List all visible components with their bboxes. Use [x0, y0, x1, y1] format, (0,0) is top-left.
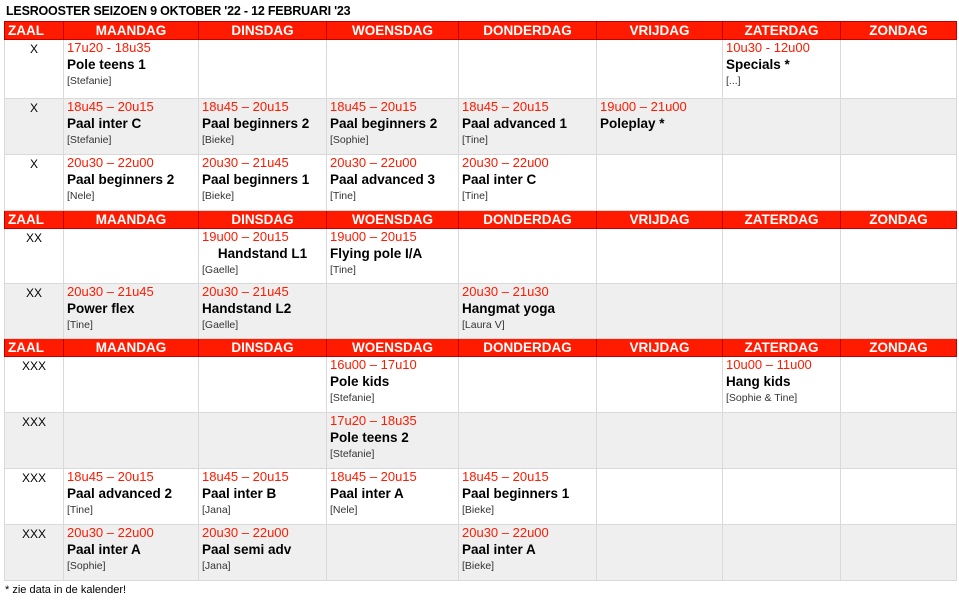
lesson-cell [327, 229, 459, 284]
lesson-name: Paal beginners 1 [462, 486, 570, 501]
room-label: XX [5, 229, 64, 284]
day-header-row [5, 22, 957, 40]
empty-cell [723, 99, 841, 155]
zaal-header: ZAAL [5, 211, 64, 229]
empty-cell [841, 284, 957, 339]
lesson-instructor: [Stefanie] [67, 75, 112, 87]
lesson-cell [64, 40, 199, 99]
empty-cell [459, 40, 597, 99]
room-label: XX [5, 284, 64, 339]
lesson-instructor: [Nele] [330, 504, 358, 516]
lesson-instructor: [Tine] [462, 190, 488, 202]
empty-cell [64, 229, 199, 284]
lesson-name: Hangmat yoga [462, 301, 556, 316]
day-header-donderdag: DONDERDAG [459, 22, 597, 40]
empty-cell [597, 284, 723, 339]
day-header-zondag: ZONDAG [841, 22, 957, 40]
lesson-time: 17u20 – 18u35 [330, 413, 417, 428]
lesson-cell [459, 155, 597, 211]
empty-cell [723, 413, 841, 469]
schedule-row [5, 40, 957, 99]
lesson-cell [327, 413, 459, 469]
empty-cell [597, 155, 723, 211]
schedule-row [5, 413, 957, 469]
lesson-cell [459, 525, 597, 581]
empty-cell [597, 525, 723, 581]
lesson-name: Handstand L2 [202, 301, 292, 316]
lesson-instructor: [Tine] [330, 264, 356, 276]
empty-cell [841, 229, 957, 284]
lesson-time: 18u45 – 20u15 [202, 99, 289, 114]
lesson-instructor: [Gaelle] [202, 319, 239, 331]
day-header-woensdag: WOENSDAG [327, 211, 459, 229]
lesson-cell [199, 229, 327, 284]
lesson-cell [64, 155, 199, 211]
day-header-donderdag: DONDERDAG [459, 211, 597, 229]
empty-cell [723, 525, 841, 581]
empty-cell [199, 413, 327, 469]
day-header-zaterdag: ZATERDAG [723, 339, 841, 357]
lesson-time: 20u30 – 21u30 [462, 284, 549, 299]
lesson-cell [459, 99, 597, 155]
lesson-instructor: [Tine] [67, 504, 93, 516]
footnote: * zie data in de kalender! [5, 584, 127, 596]
room-label: X [5, 40, 64, 99]
lesson-instructor: [Stefanie] [330, 448, 375, 460]
zaal-header: ZAAL [5, 22, 64, 40]
lesson-name: Paal beginners 2 [67, 172, 175, 187]
day-header-woensdag: WOENSDAG [327, 22, 459, 40]
lesson-instructor: [Jana] [202, 560, 231, 572]
lesson-instructor: [Nele] [67, 190, 95, 202]
lesson-instructor: [Tine] [462, 134, 488, 146]
schedule-row [5, 155, 957, 211]
lesson-instructor: [Gaelle] [202, 264, 239, 276]
schedule-table [4, 21, 957, 581]
lesson-time: 19u00 – 21u00 [600, 99, 687, 114]
lesson-name: Paal inter A [462, 542, 536, 557]
room-label: X [5, 99, 64, 155]
lesson-time: 18u45 – 20u15 [67, 99, 154, 114]
day-header-dinsdag: DINSDAG [199, 211, 327, 229]
lesson-cell [723, 357, 841, 413]
lesson-name: Paal inter C [67, 116, 142, 131]
lesson-instructor: [Stefanie] [330, 392, 375, 404]
empty-cell [327, 40, 459, 99]
empty-cell [841, 40, 957, 99]
day-header-zaterdag: ZATERDAG [723, 211, 841, 229]
empty-cell [723, 155, 841, 211]
lesson-time: 20u30 – 22u00 [462, 525, 549, 540]
schedule-row [5, 469, 957, 525]
lesson-name: Flying pole I/A [330, 246, 423, 261]
lesson-instructor: [Bieke] [462, 560, 495, 572]
lesson-cell [64, 284, 199, 339]
lesson-instructor: [Tine] [67, 319, 93, 331]
schedule-row [5, 229, 957, 284]
schedule-row [5, 525, 957, 581]
lesson-instructor: [Sophie] [67, 560, 106, 572]
lesson-name: Paal inter C [462, 172, 537, 187]
day-header-zaterdag: ZATERDAG [723, 22, 841, 40]
lesson-instructor: [...] [726, 75, 741, 87]
lesson-time: 18u45 – 20u15 [67, 469, 154, 484]
day-header-dinsdag: DINSDAG [199, 22, 327, 40]
empty-cell [841, 99, 957, 155]
empty-cell [723, 229, 841, 284]
lesson-instructor: [Sophie & Tine] [726, 392, 798, 404]
lesson-time: 20u30 – 21u45 [202, 284, 289, 299]
lesson-cell [327, 155, 459, 211]
lesson-instructor: [Laura V] [462, 319, 505, 331]
day-header-zondag: ZONDAG [841, 339, 957, 357]
schedule-row [5, 284, 957, 339]
lesson-time: 18u45 – 20u15 [462, 469, 549, 484]
empty-cell [841, 413, 957, 469]
lesson-cell [327, 469, 459, 525]
day-header-donderdag: DONDERDAG [459, 339, 597, 357]
lesson-cell [199, 155, 327, 211]
empty-cell [841, 525, 957, 581]
empty-cell [459, 357, 597, 413]
lesson-cell [327, 99, 459, 155]
lesson-cell [64, 469, 199, 525]
empty-cell [841, 155, 957, 211]
room-label: X [5, 155, 64, 211]
lesson-instructor: [Bieke] [202, 190, 235, 202]
room-label: XXX [5, 413, 64, 469]
day-header-vrijdag: VRIJDAG [597, 339, 723, 357]
lesson-cell [64, 525, 199, 581]
lesson-time: 17u20 - 18u35 [67, 40, 151, 55]
empty-cell [597, 413, 723, 469]
lesson-time: 18u45 – 20u15 [462, 99, 549, 114]
lesson-name: Paal inter A [67, 542, 141, 557]
empty-cell [841, 357, 957, 413]
empty-cell [327, 284, 459, 339]
lesson-cell [327, 357, 459, 413]
lesson-name: Power flex [67, 301, 135, 316]
lesson-name: Poleplay * [600, 116, 665, 131]
empty-cell [64, 413, 199, 469]
lesson-name: Paal inter A [330, 486, 404, 501]
empty-cell [327, 525, 459, 581]
lesson-time: 20u30 – 22u00 [202, 525, 289, 540]
lesson-name: Paal beginners 2 [330, 116, 438, 131]
lesson-time: 20u30 – 22u00 [462, 155, 549, 170]
day-header-vrijdag: VRIJDAG [597, 22, 723, 40]
empty-cell [723, 284, 841, 339]
lesson-instructor: [Jana] [202, 504, 231, 516]
empty-cell [64, 357, 199, 413]
day-header-maandag: MAANDAG [64, 339, 199, 357]
day-header-zondag: ZONDAG [841, 211, 957, 229]
lesson-cell [64, 99, 199, 155]
lesson-cell [199, 284, 327, 339]
lesson-name: Paal semi adv [202, 542, 292, 557]
lesson-name: Specials * [726, 57, 790, 72]
empty-cell [597, 40, 723, 99]
lesson-name: Paal beginners 2 [202, 116, 310, 131]
lesson-time: 20u30 – 22u00 [330, 155, 417, 170]
lesson-instructor: [Bieke] [462, 504, 495, 516]
lesson-time: 20u30 – 21u45 [67, 284, 154, 299]
schedule-row [5, 99, 957, 155]
lesson-name: Paal advanced 1 [462, 116, 568, 131]
lesson-name: Paal beginners 1 [202, 172, 310, 187]
lesson-cell [459, 469, 597, 525]
empty-cell [199, 357, 327, 413]
lesson-name: Pole teens 2 [330, 430, 409, 445]
lesson-time: 10u30 - 12u00 [726, 40, 810, 55]
empty-cell [597, 229, 723, 284]
lesson-time: 18u45 – 20u15 [202, 469, 289, 484]
empty-cell [841, 469, 957, 525]
empty-cell [723, 469, 841, 525]
day-header-vrijdag: VRIJDAG [597, 211, 723, 229]
lesson-name: Handstand L1 [217, 246, 308, 261]
empty-cell [459, 229, 597, 284]
room-label: XXX [5, 357, 64, 413]
lesson-instructor: [Sophie] [330, 134, 369, 146]
lesson-time: 20u30 – 21u45 [202, 155, 289, 170]
lesson-name: Hang kids [726, 374, 791, 389]
empty-cell [459, 413, 597, 469]
zaal-header: ZAAL [5, 339, 64, 357]
day-header-woensdag: WOENSDAG [327, 339, 459, 357]
day-header-maandag: MAANDAG [64, 22, 199, 40]
lesson-time: 18u45 – 20u15 [330, 99, 417, 114]
lesson-name: Pole kids [330, 374, 390, 389]
day-header-maandag: MAANDAG [64, 211, 199, 229]
empty-cell [597, 469, 723, 525]
lesson-time: 16u00 – 17u10 [330, 357, 417, 372]
lesson-name: Paal advanced 2 [67, 486, 173, 501]
empty-cell [597, 357, 723, 413]
room-label: XXX [5, 469, 64, 525]
schedule-row [5, 357, 957, 413]
day-header-row [5, 211, 957, 229]
lesson-cell [723, 40, 841, 99]
lesson-instructor: [Stefanie] [67, 134, 112, 146]
empty-cell [199, 40, 327, 99]
lesson-time: 20u30 – 22u00 [67, 155, 154, 170]
lesson-cell [597, 99, 723, 155]
lesson-time: 20u30 – 22u00 [67, 525, 154, 540]
lesson-instructor: [Tine] [330, 190, 356, 202]
lesson-cell [459, 284, 597, 339]
lesson-time: 10u00 – 11u00 [726, 357, 812, 372]
lesson-time: 19u00 – 20u15 [202, 229, 289, 244]
lesson-name: Pole teens 1 [67, 57, 146, 72]
lesson-cell [199, 469, 327, 525]
lesson-time: 18u45 – 20u15 [330, 469, 417, 484]
lesson-cell [199, 99, 327, 155]
lesson-time: 19u00 – 20u15 [330, 229, 417, 244]
day-header-dinsdag: DINSDAG [199, 339, 327, 357]
room-label: XXX [5, 525, 64, 581]
schedule-title: LESROOSTER SEIZOEN 9 OKTOBER '22 - 12 FEBRUARI '23 [6, 4, 351, 18]
day-header-row [5, 339, 957, 357]
lesson-instructor: [Bieke] [202, 134, 235, 146]
lesson-name: Paal inter B [202, 486, 277, 501]
lesson-name: Paal advanced 3 [330, 172, 436, 187]
lesson-cell [199, 525, 327, 581]
